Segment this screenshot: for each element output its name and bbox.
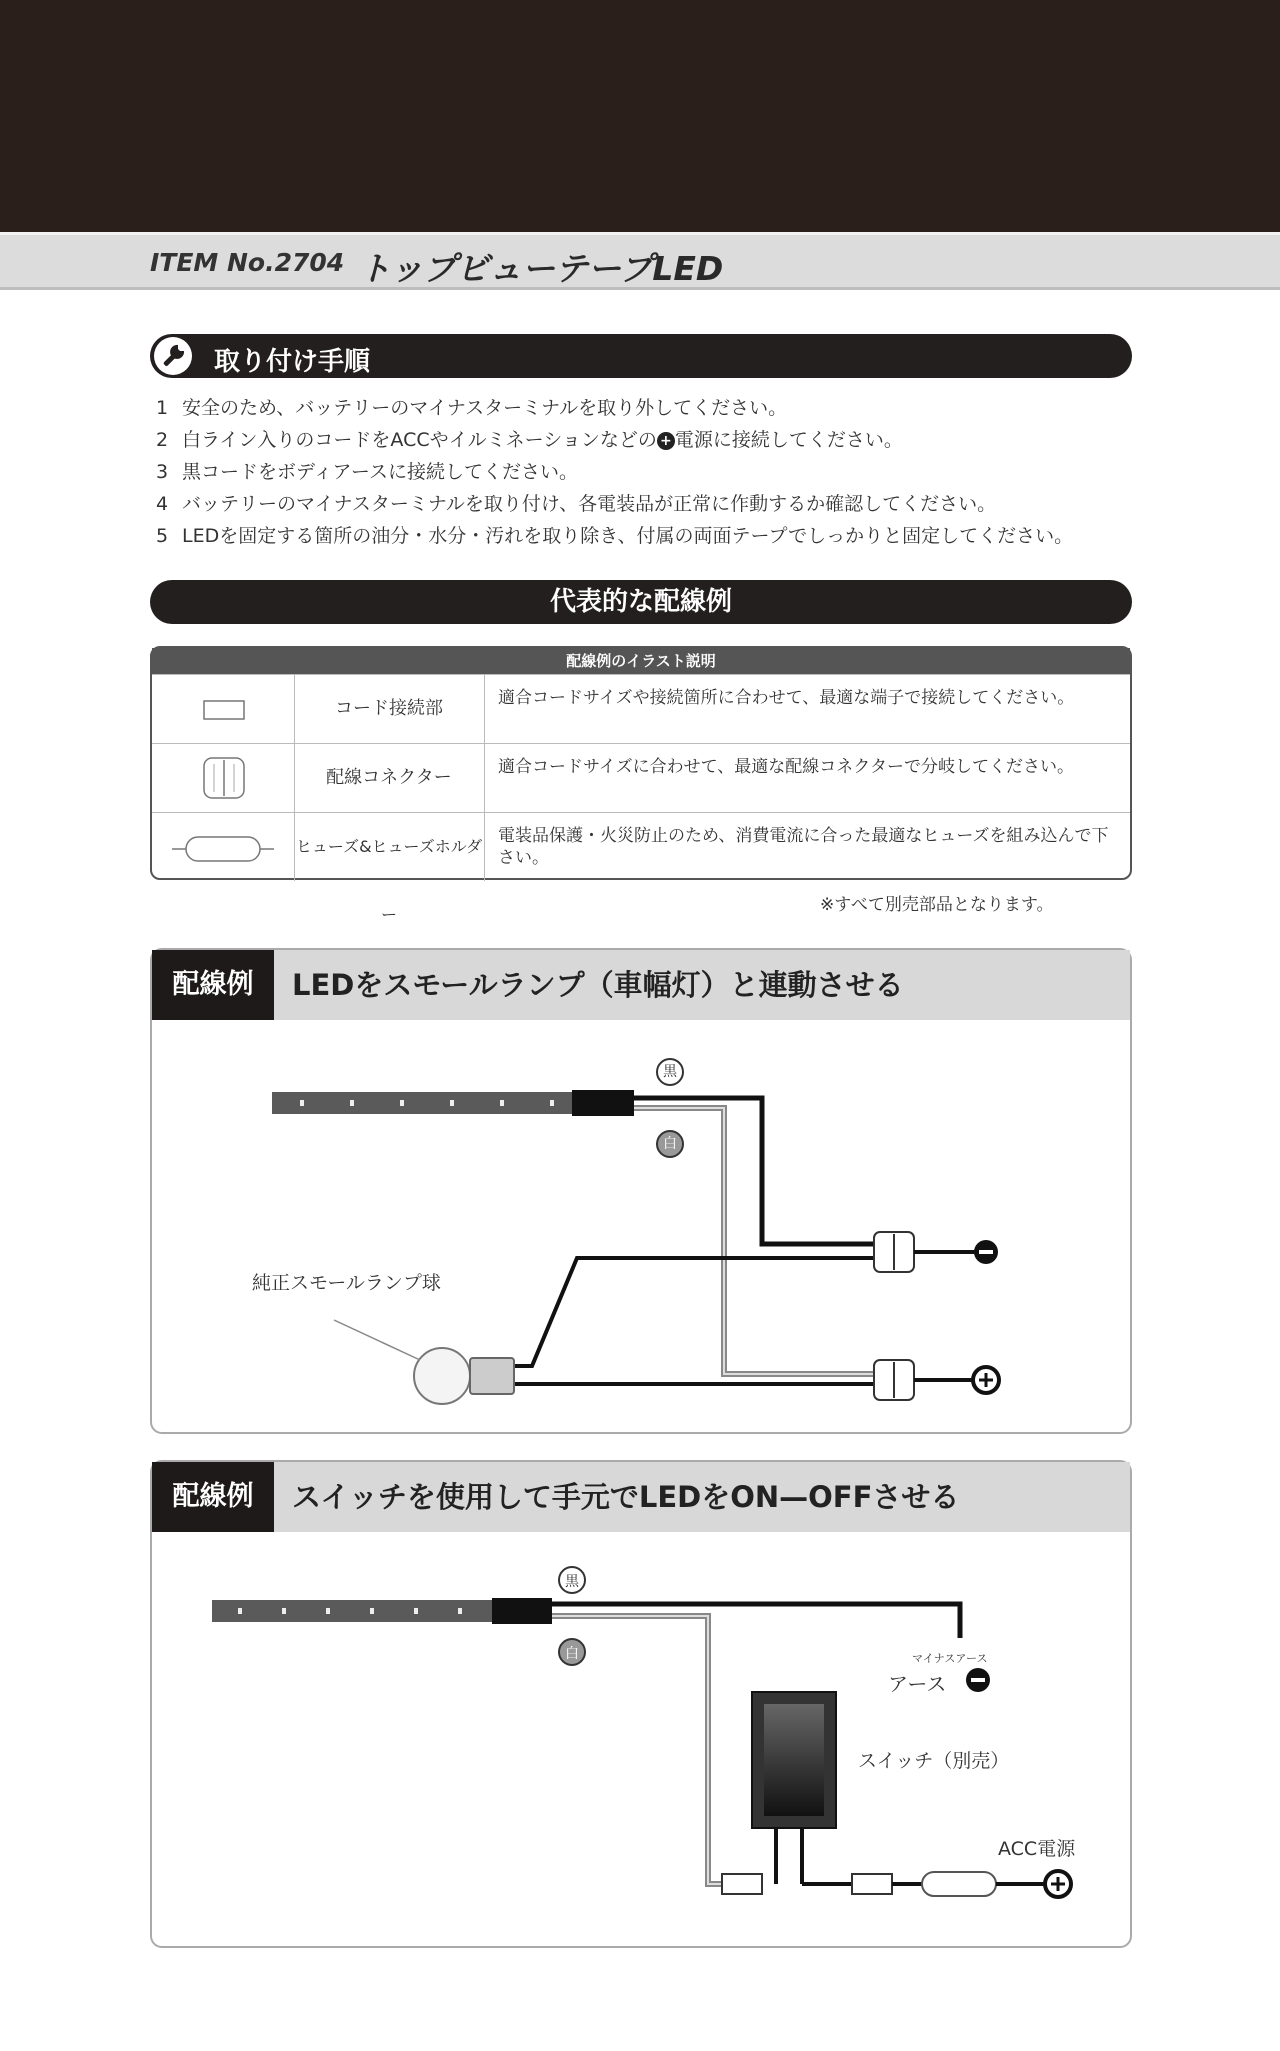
- legend-desc: 適合コードサイズに合わせて、最適な配線コネクターで分岐してください。: [498, 757, 1074, 777]
- bulb-wire-1: [514, 1258, 874, 1366]
- bulb-icon: [334, 1320, 514, 1404]
- header-dark-band: [0, 0, 1280, 232]
- connector-icon: [722, 1874, 762, 1894]
- step-item: 2 白ライン入りのコードをACCやイルミネーションなどの + 電源に接続してください。: [156, 429, 903, 451]
- fuse-symbol-icon: [152, 813, 295, 881]
- legend-name: ヒューズ&ヒューズホルダー: [294, 813, 485, 881]
- step-item: 4 バッテリーのマイナスターミナルを取り付け、各電装品が正常に作動するか確認してください。: [156, 493, 997, 515]
- example-tag: 配線例: [152, 950, 274, 1020]
- install-title: 取り付け手順: [214, 347, 371, 377]
- wiring-section-header: [150, 580, 1132, 624]
- wiring-diagram-2: [152, 1532, 1134, 1950]
- step-item: 1 安全のため、バッテリーのマイナスターミナルを取り外してください。: [156, 397, 788, 419]
- white-marker-label: 白: [663, 1136, 677, 1152]
- bulb-label: 純正スモールランプ球: [252, 1272, 441, 1294]
- footnote: ※すべて別売部品となります。: [820, 895, 1054, 915]
- wiring-example-1: [150, 948, 1132, 1434]
- led-tape: [272, 1092, 572, 1114]
- black-marker-label: 黒: [565, 1574, 579, 1590]
- white-marker-label: 白: [565, 1646, 579, 1662]
- connector-icon: [874, 1360, 914, 1400]
- example-header: [152, 950, 1130, 1020]
- connector-symbol-icon: [152, 744, 295, 812]
- switch-icon: [752, 1692, 836, 1828]
- wiring-diagram-1: [152, 1020, 1134, 1436]
- led-tape: [212, 1600, 492, 1622]
- example-tag: 配線例: [152, 1462, 274, 1532]
- wiring-example-2: [150, 1460, 1132, 1948]
- install-steps: [156, 392, 1136, 552]
- product-name: トップビューテープLED: [358, 249, 724, 288]
- black-wire: [552, 1604, 960, 1638]
- title-bar: [0, 232, 1280, 290]
- acc-label: ACC電源: [998, 1838, 1076, 1860]
- item-number: ITEM No.2704: [150, 248, 345, 277]
- legend-desc: 電装品保護・火災防止のため、消費電流に合った最適なヒューズを組み込んで下さい。: [498, 826, 1109, 868]
- connection-symbol-icon: [152, 675, 295, 743]
- legend-title: 配線例のイラスト説明: [152, 648, 1130, 674]
- connector-icon: [852, 1874, 892, 1894]
- tape-end-cap: [572, 1090, 634, 1116]
- example-header: [152, 1462, 1130, 1532]
- wiring-title: 代表的な配線例: [549, 587, 732, 617]
- earth-label: アース: [888, 1672, 947, 1696]
- black-marker-label: 黒: [663, 1064, 677, 1080]
- legend-name: 配線コネクター: [294, 744, 485, 812]
- step-item: 3 黒コードをボディアースに接続してください。: [156, 461, 578, 483]
- black-wire: [634, 1098, 874, 1244]
- example-title: LEDをスモールランプ（車幅灯）と連動させる: [292, 968, 904, 1002]
- legend-desc: 適合コードサイズや接続箇所に合わせて、最適な端子で接続してください。: [498, 688, 1075, 708]
- legend-row: [152, 674, 1130, 743]
- wrench-icon: [154, 337, 192, 375]
- plus-circle-icon: +: [657, 432, 675, 450]
- install-section-header: [150, 334, 1132, 378]
- step-item: 5 LEDを固定する箇所の油分・水分・汚れを取り除き、付属の両面テープでしっかりと固定してください。: [156, 525, 1074, 547]
- legend-row: [152, 743, 1130, 812]
- legend-name: コード接続部: [294, 675, 485, 743]
- connector-icon: [874, 1232, 914, 1272]
- switch-label: スイッチ（別売）: [858, 1750, 1010, 1772]
- fuse-icon: [922, 1872, 996, 1896]
- earth-ruby: マイナスアース: [912, 1652, 988, 1665]
- tape-end-cap: [492, 1598, 552, 1624]
- example-title: スイッチを使用して手元でLEDをON—OFFさせる: [292, 1480, 960, 1514]
